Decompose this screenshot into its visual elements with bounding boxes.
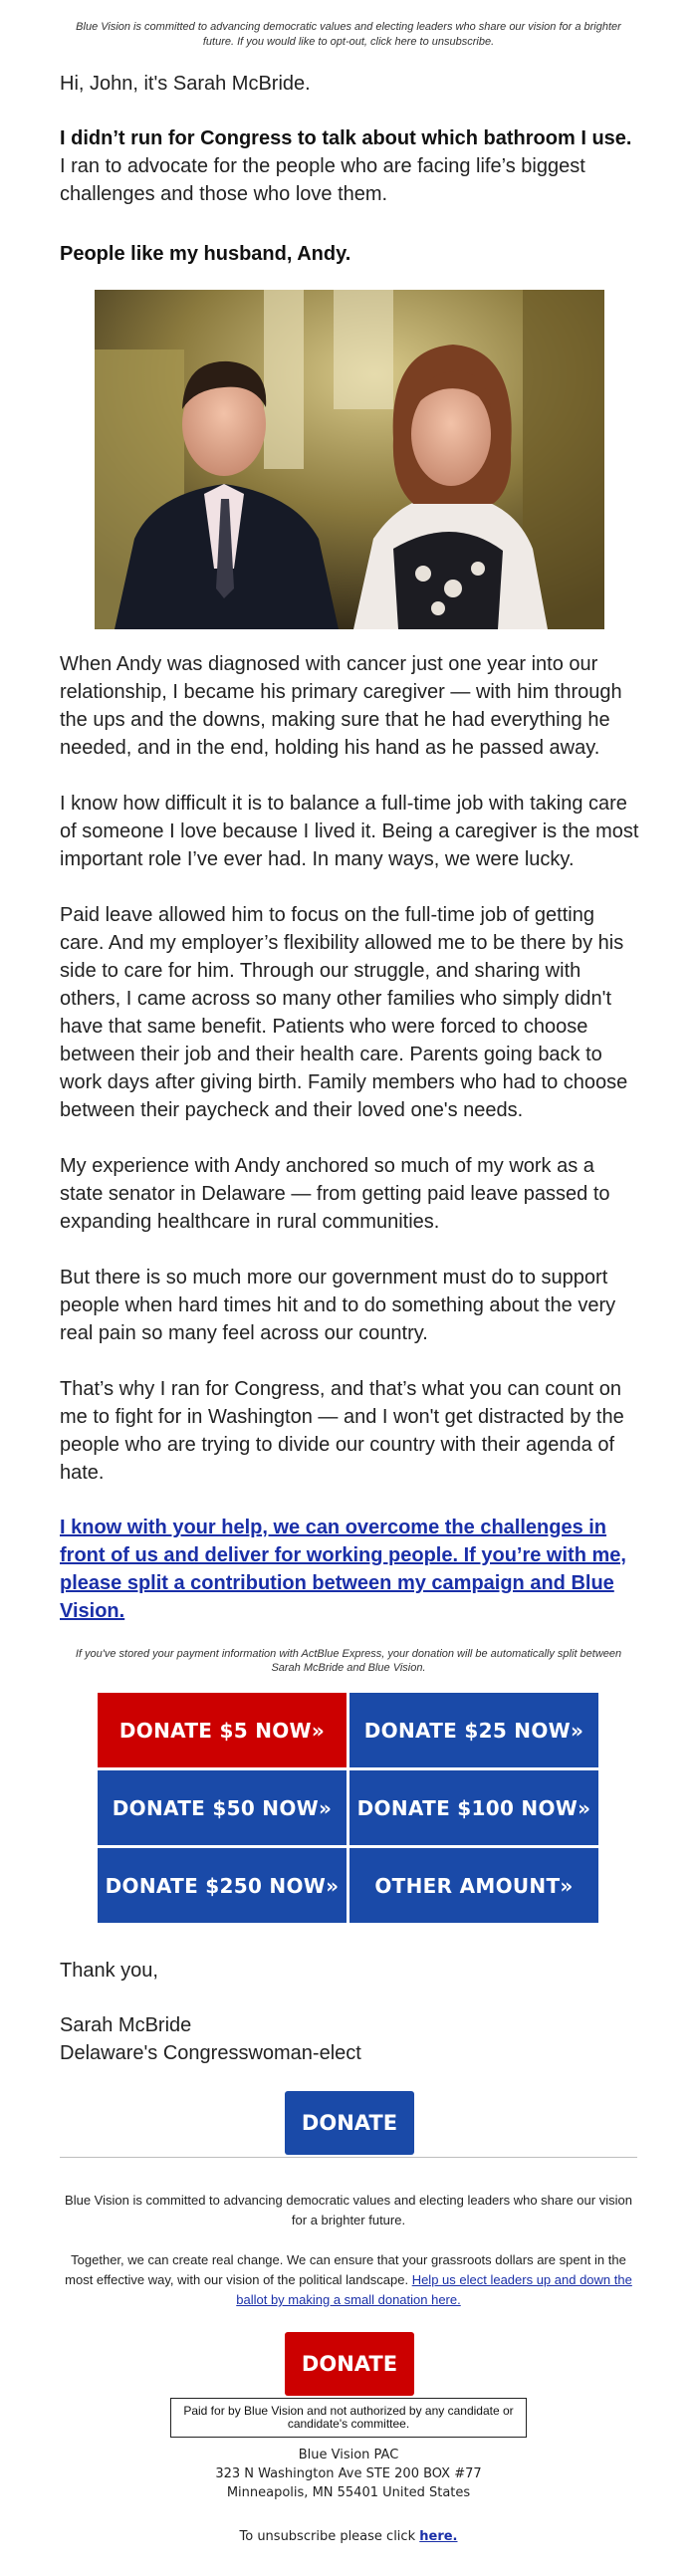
unsubscribe-line [60, 2529, 637, 2544]
footer-mission: Blue Vision is committed to advancing democratic values and electing leaders who share our vision for a brighter future. [65, 2193, 632, 2227]
other-amount-button[interactable]: OTHER AMOUNT» [349, 1848, 598, 1923]
paragraph-6: That’s why I ran for Congress, and that’s what you can count on me to fight for in Washington — and I won't get distracted by the people who are trying to divide our country with their agenda of hate. [60, 1378, 624, 1484]
donate-250-button[interactable]: DONATE $250 NOW» [98, 1848, 347, 1923]
thanks-text: Thank you, [60, 1960, 158, 1982]
footer-together [60, 2250, 637, 2310]
donate-50-button[interactable]: DONATE $50 NOW» [98, 1770, 347, 1845]
unsubscribe-text: To unsubscribe please click [239, 2529, 416, 2544]
intro-paragraph [60, 124, 642, 208]
paid-for-disclaimer: Paid for by Blue Vision and not authorized by any candidate or candidate's committee. [170, 2398, 527, 2438]
paragraph-4: My experience with Andy anchored so much of my work as a state senator in Delaware — from getting paid leave passed to expanding healthcare in rural communities. [60, 1155, 610, 1233]
unsubscribe-link[interactable]: here. [419, 2529, 458, 2544]
signer-title: Delaware's Congresswoman-elect [60, 2042, 361, 2064]
people-line: People like my husband, Andy. [60, 243, 351, 265]
footer-donate-button[interactable]: DONATE [285, 2332, 414, 2396]
donate-100-button[interactable]: DONATE $100 NOW» [349, 1770, 598, 1845]
donate-25-button[interactable]: DONATE $25 NOW» [349, 1693, 598, 1767]
intro-rest: I ran to advocate for the people who are facing life’s biggest challenges and those who love them. [60, 155, 585, 205]
intro-bold: I didn’t run for Congress to talk about which bathroom I use. [60, 127, 632, 149]
header-disclaimer: Blue Vision is committed to advancing democratic values and electing leaders who share our vision for a brighter future. If you would like to opt-out, click here to unsubscribe. [76, 21, 621, 48]
paragraph-3: Paid leave allowed him to focus on the full-time job of getting care. And my employer’s flexibility allowed me to be there by his side to care for him. Through our struggle, and sharing with others, I came across so many other families who simply didn't have that same benefit. Patients who were forced to choose between their job and their health care. Parents going back to work days after giving birth. Family members who had to choose between their paycheck and their loved one's needs. [60, 904, 628, 1121]
footer-together-text: Together, we can create real change. We can ensure that your grassroots dollars are spent in the most effective way, with our vision of the political landscape. [65, 2252, 626, 2287]
contribution-link[interactable]: I know with your help, we can overcome the challenges in front of us and deliver for working people. If you’re with me, please split a contribution between my campaign and Blue Vision. [60, 1517, 626, 1622]
actblue-express-note: If you've stored your payment information with ActBlue Express, your donation will be automatically split between Sarah McBride and Blue Vision. [75, 1648, 622, 1674]
help-donate-link[interactable]: Help us elect leaders up and down the ballot by making a small donation here. [236, 2272, 632, 2307]
hero-photo [95, 290, 604, 629]
address-line-1: 323 N Washington Ave STE 200 BOX #77 [215, 2466, 482, 2481]
donate-5-button[interactable]: DONATE $5 NOW» [98, 1693, 347, 1767]
paragraph-2: I know how difficult it is to balance a full-time job with taking care of someone I love because I lived it. Being a caregiver is the most important role I’ve ever had. In many ways, we were lucky. [60, 793, 639, 870]
signer-name: Sarah McBride [60, 2014, 192, 2036]
paragraph-5: But there is so much more our government must do to support people when hard times hit and to do something about the very real pain so many feel across our country. [60, 1267, 616, 1344]
greeting: Hi, John, it's Sarah McBride. [60, 73, 311, 95]
divider [60, 2157, 637, 2158]
paragraph-1: When Andy was diagnosed with cancer just one year into our relationship, I became his primary caregiver — with him through the ups and the downs, making sure that he had everything he needed, and in the end, holding his hand as he passed away. [60, 653, 622, 759]
org-name: Blue Vision PAC [298, 2448, 399, 2462]
couple-photo-image [95, 290, 604, 629]
address-line-2: Minneapolis, MN 55401 United States [226, 2485, 471, 2500]
donate-button[interactable]: DONATE [285, 2091, 414, 2155]
